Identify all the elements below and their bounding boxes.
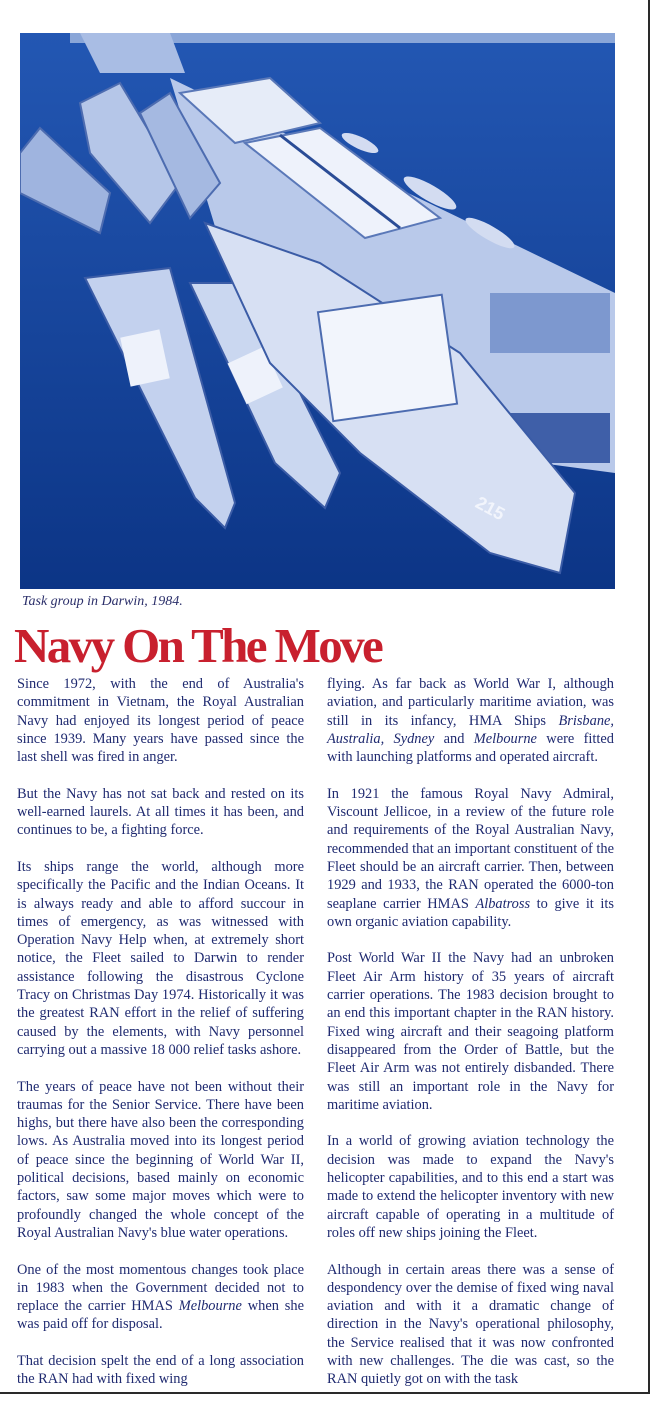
article-headline: Navy On The Move: [14, 618, 382, 673]
paragraph: Its ships range the world, although more specifically the Pacific and the Indian Oceans. It is always ready and able to afford succour in times of emergency, as was witnessed with Operation Navy Help when, at extremely short notice, the Fleet sailed to Darwin to render assistance following the disastrous Cyclone Tracy on Christmas Day 1974. Historically it was the greatest RAN effort in the relief of suffering caused by the elements, with Navy personnel carrying out a massive 18 000 relief tasks ashore.: [17, 858, 304, 1058]
paragraph: flying. As far back as World War I, although aviation, and particularly maritime aviation, was still in its infancy, HMA Ships Brisbane, Australia, Sydney and Melbourne were fitted with launching platforms and operated aircraft.: [327, 676, 614, 766]
paragraph: That decision spelt the end of a long association the RAN had with fixed wing: [17, 1352, 304, 1388]
paragraph: Since 1972, with the end of Australia's commitment in Vietnam, the Royal Australian Navy had enjoyed its longest period of peace since 1939. Many years have passed since the last shell was fired in anger.: [17, 676, 304, 766]
hull-number: 215: [472, 492, 509, 525]
photo-caption: Task group in Darwin, 1984.: [22, 594, 183, 609]
left-column: [17, 675, 304, 1407]
paragraph: Post World War II the Navy had an unbroken Fleet Air Arm history of 35 years of aircraft carrier operations. The 1983 decision brought to an end this important chapter in the RAN history. Fixed wing aircraft and their seagoing platform disappeared from the Order of Battle, but the Fleet Air Arm was not entirely disbanded. There was still an important role in the Navy for maritime aviation.: [327, 950, 614, 1113]
paragraph: In 1921 the famous Royal Navy Admiral, Viscount Jellicoe, in a review of the future role and requirements of the Royal Australian Navy, recommended that an important constituent of the Fleet should be an aircraft carrier. Then, between 1929 and 1933, the RAN operated the 6000-ton seaplane carrier HMAS Albatross to give it its own organic aviation capability.: [327, 785, 614, 930]
paragraph: The years of peace have not been without their traumas for the Senior Service. There have been highs, but there have also been the corresponding lows. As Australia moved into its longest period of peace since the beginning of World War II, political decisions, based mainly on economic factors, saw some major moves which were to profoundly changed the whole concept of the Royal Australian Navy's blue water operations.: [17, 1078, 304, 1241]
right-column: [327, 675, 614, 1407]
paragraph: In a world of growing aviation technology the decision was made to expand the Navy's helicopter capabilities, and to this end a start was made to extend the helicopter inventory with new aircraft capable of operating in a multitude of roles off new ships joining the Fleet.: [327, 1133, 614, 1241]
paragraph: But the Navy has not sat back and rested on its well-earned laurels. At all times it has been, and continues to be, a fighting force.: [17, 785, 304, 839]
paragraph: Although in certain areas there was a sense of despondency over the demise of fixed wing naval aviation and with it a dramatic change of direction in the Navy's operational philosophy, the Service realised that it was now confronted with new challenges. The die was cast, so the RAN quietly got on with the task: [327, 1261, 614, 1388]
paragraph: One of the most momentous changes took place in 1983 when the Government decided not to replace the carrier HMAS Melbourne when she was paid off for disposal.: [17, 1261, 304, 1333]
harbour-photo-illustration: [20, 33, 615, 589]
photo-task-group-darwin: [20, 33, 615, 589]
